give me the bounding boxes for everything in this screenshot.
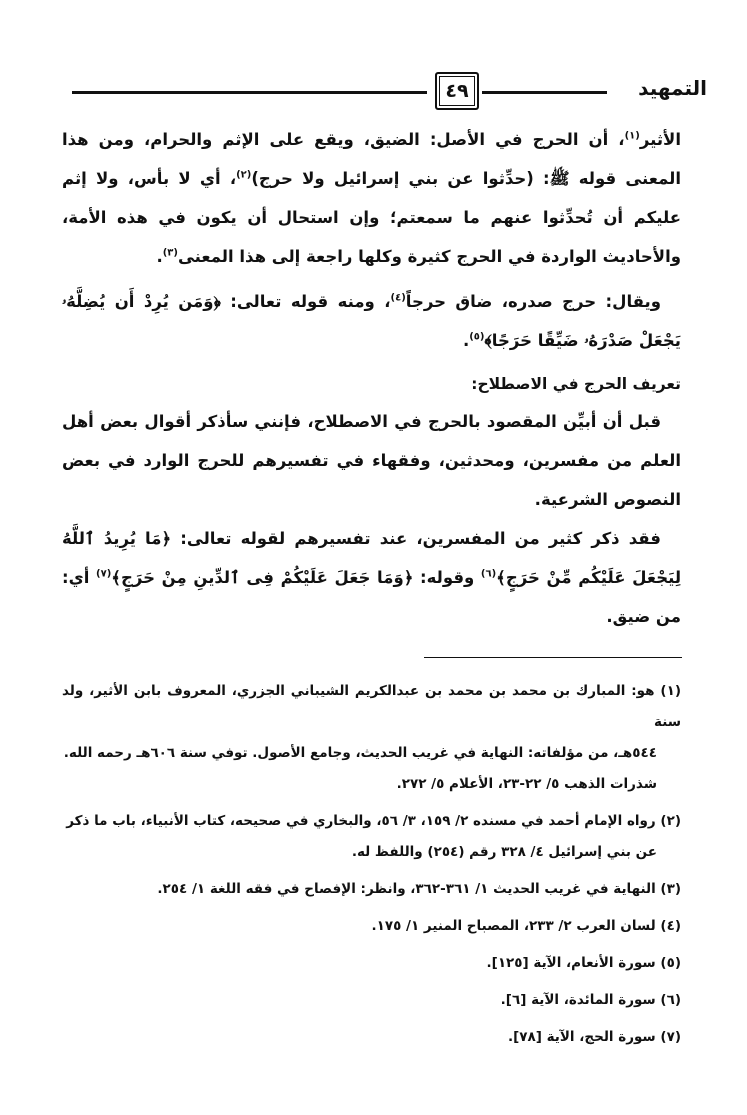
footnote-ref-2[interactable]: (٢) (236, 169, 252, 181)
quran-verse: ﴿وَمَن يُرِدْ أَن يُضِلَّهُۥ يَجْعَلْ صَدْرَهُۥ ضَيِّقًا حَرَجًا﴾ (62, 292, 681, 350)
footnote-4: (٤) لسان العرب ٢/ ٢٣٣، المصباح المنير ١/ ١٧٥. (371, 918, 681, 934)
section-heading: تعريف الحرج في الاصطلاح: (471, 375, 681, 393)
page-header (60, 72, 707, 112)
header-rule-right (482, 91, 607, 94)
footnote-5: (٥) سورة الأنعام، الآية [١٢٥]. (486, 955, 681, 971)
footnote-line: ٥٤٤هـ، من مؤلفاته: النهاية في غريب الحديث، وجامع الأصول. توفي سنة ٦٠٦هـ رحمه الله. (63, 745, 657, 761)
quran-verse: ﴿مَا يُرِيدُ ٱللَّهُ لِيَجْعَلَ عَلَيْكُم مِّنْ حَرَجٍ﴾ (62, 529, 682, 587)
quran-verse: ﴿وَمَا جَعَلَ عَلَيْكُمْ فِى ٱلدِّينِ مِنْ حَرَجٍ﴾ (111, 568, 414, 587)
text-span: فقد ذكر كثير من المفسرين، عند تفسيرهم لقوله تعالى: (171, 529, 661, 548)
page-number: ٤٩ (435, 72, 479, 110)
footnote-1 (62, 676, 681, 800)
footnote-3: (٣) النهاية في غريب الحديث ١/ ٣٦١-٣٦٢، وانظر: الإفصاح في فقه اللغة ١/ ٢٥٤. (157, 881, 681, 897)
footnote-7: (٧) سورة الحج، الآية [٧٨]. (507, 1029, 681, 1045)
footnote-line: (٢) رواه الإمام أحمد في مسنده ٢/ ١٥٩، ٣/ ٥٦، والبخاري في صحيحه، كتاب الأنبياء، باب ما ذكر (66, 813, 681, 829)
footnote-ref-4[interactable]: (٤) (390, 292, 406, 304)
footnote-2 (62, 806, 681, 868)
text-span: ، أي لا بأس، ولا إثم عليكم أن تُحدِّثوا عنهم ما سمعتم؛ وإن استحال أن يكون في هذه الأمة، والأحاديث الواردة في الحرج كثيرة وكلها راجعة إلى هذا المعنى (62, 169, 681, 266)
footnote-line: عن بني إسرائيل ٤/ ٣٢٨ رقم (٢٥٤) واللفظ له. (351, 844, 657, 860)
footnote-6: (٦) سورة المائدة، الآية [٦]. (500, 992, 681, 1008)
main-text (62, 120, 681, 636)
paragraph-1 (62, 120, 681, 276)
header-title: التمهيد (638, 76, 707, 100)
paragraph-2 (62, 282, 681, 360)
text-span: ويقال: حرج صدره، ضاق حرجاً (405, 292, 661, 311)
text-span: ، أن الحرج في الأصل: الضيق، ويقع على الإثم والحرام، ومن هذا المعنى قوله ﷺ: (62, 130, 681, 188)
text-span: ، ومنه قوله تعالى: (220, 292, 391, 311)
footnote-divider (424, 657, 682, 658)
footnote-ref-5[interactable]: (٥) (469, 331, 485, 343)
footnote-ref-6[interactable]: (٦) (480, 568, 497, 580)
footnote-ref-1[interactable]: (١) (624, 130, 640, 142)
paragraph-4 (62, 519, 681, 636)
header-rule-left (72, 91, 427, 94)
footnote-ref-3[interactable]: (٣) (162, 247, 178, 259)
footnote-line: شذرات الذهب ٥/ ٢٢-٢٣، الأعلام ٥/ ٢٧٢. (396, 776, 657, 792)
footnote-ref-7[interactable]: (٧) (96, 568, 112, 580)
text-span: الأثير (639, 130, 681, 149)
text-span: وقوله: (413, 568, 481, 587)
footnotes (62, 676, 681, 1059)
paragraph-3: قبل أن أبيِّن المقصود بالحرج في الاصطلاح، فإنني سأذكر أقوال بعض أهل العلم من مفسرين، ومحدثين، وفقهاء في تفسيرهم للحرج الوارد في بعض النصوص الشرعية. (62, 412, 681, 509)
footnote-line: (١) هو: المبارك بن محمد بن محمد بن عبدالكريم الشيباني الجزري، المعروف بابن الأثير، ولد سنة (62, 683, 681, 730)
text-span: . (156, 247, 163, 266)
text-span: . (462, 331, 470, 350)
hadith-quote: (حدِّثوا عن بني إسرائيل ولا حرج) (251, 169, 534, 188)
text-span: أي: من ضيق. (62, 568, 681, 626)
